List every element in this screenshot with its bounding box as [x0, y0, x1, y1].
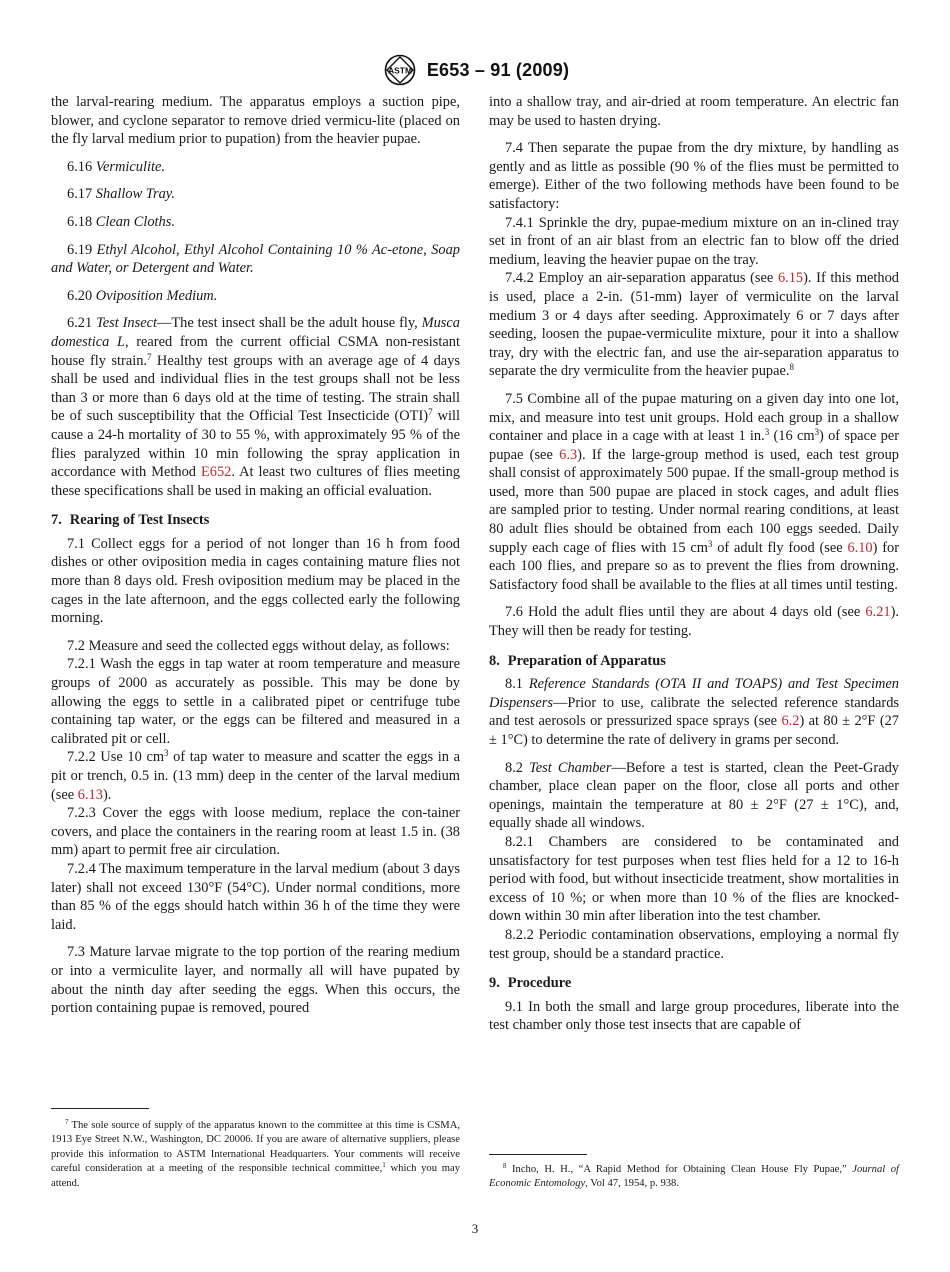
footnote-7: $^7$ The sole source of supply of the apparatus known to the committee at this time is CSMA, 1913 Eye Street N.W., Washington, DC 20006. If you are aware of alternative suppliers, please provide this information to ASTM International Headquarters. Your comments will receive careful consideration at a meeting of the responsible technical committee,$^1$ which you may attend. — [51, 1118, 460, 1189]
astm-logo-text: ASTM — [387, 65, 412, 76]
footnote-ref-8: 8 — [789, 362, 794, 373]
paragraph-7-3: 7.3 Mature larvae migrate to the top portion of the rearing medium or into a vermiculite layer, and normally all will have pupated by about the ninth day after seeding the eggs. When this occurs, the portion containing pupae is removed, poured — [51, 944, 460, 1017]
footnote-ref-7: 7 — [147, 351, 152, 362]
right-column — [489, 93, 899, 1041]
section-9-heading: 9. Procedure — [489, 975, 572, 992]
paragraph-8-2: 8.2 Test Chamber—Before a test is started, clean the Peet-Grady chamber, place clean paper on the floor, close all ports and other openings, maintain the temperature at 80 ± 2°F (27 ± 1°C), and, equally shade all windows. — [489, 759, 899, 832]
paragraph-7-1: 7.1 Collect eggs for a period of not longer than 16 h from food dishes or other oviposition media in cages containing mature flies not more than 8 days old. Fresh oviposition medium may be placed in the cages in the late afternoon, and the eggs collected early the following morning. — [51, 535, 460, 627]
document-designation: E653 – 91 (2009) — [426, 59, 570, 80]
link-6-21[interactable]: 6.21 — [865, 604, 891, 621]
paragraph-6-19: 6.19 Ethyl Alcohol, Ethyl Alcohol Containing 10 % Ac-etone, Soap and Water, or Detergent and Water. — [51, 241, 460, 277]
paragraph-7-2-2: 7.2.2 Use 10 $cm^3$ of tap water to measure and scatter the eggs in a pit or trench, 0.5 in. (13 mm) deep in the center of the larval medium (see 6.13). — [51, 748, 460, 803]
paragraph-7-2-4: 7.2.4 The maximum temperature in the larval medium (about 3 days later) shall not exceed 130°F (54°C). Under normal conditions, more than 85 % of the eggs should hatch within 36 h of the time they were laid. — [51, 860, 460, 933]
paragraph-7-2-3: 7.2.3 Cover the eggs with loose medium, replace the con-tainer covers, and place the containers in the rearing room at least 1.5 in. (38 mm) apart to permit free air circulation. — [51, 805, 460, 859]
paragraph-7-5: 7.5 Combine all of the pupae maturing on a given day into one lot, mix, and measure into test unit groups. Hold each group in a shallow container and place in a cage with at least 1 in.$^3$ (16 $cm^3$) of space per pupae (see 6.3). If the large-group method is used, each test group shall consist of approximately 500 pupae. If the small-group method is used, more than 500 pupae are placed in stock cages, and adult flies are sampled prior to testing. Under normal rearing conditions, at least 80 adult flies should be obtained from each 100 eggs seeded. Daily supply each cage of flies with 15 $cm^3$ of adult fly food (see 6.10) for each 100 flies, and prepare so as to prevent the flies from drowning. Satisfactory food shall be available to the flies at all times until testing. — [489, 390, 900, 593]
link-6-15[interactable]: 6.15 — [777, 270, 804, 287]
footnote-divider-right — [489, 1154, 587, 1155]
page-number: 3 — [471, 1221, 479, 1236]
paragraph-6-16: 6.16 Vermiculite. — [67, 158, 165, 175]
section-8-heading: 8. Preparation of Apparatus — [489, 652, 666, 669]
paragraph-6-20: 6.20 Oviposition Medium. — [67, 287, 218, 304]
paragraph-7-4: 7.4 Then separate the pupae from the dry mixture, by handling as gently and as little as possible (90 % of the flies must be permitted to emerge). Either of the two following methods have been found to be satisfactory: — [489, 140, 899, 212]
left-column — [51, 93, 460, 1024]
paragraph-6-15-continued: the larval-rearing medium. The apparatus employs a suction pipe, blower, and cyclone separator to remove dried vermicu-lite (placed on the fly larval medium prior to pupation) from the heavier pupae. — [51, 94, 460, 148]
footnote-8: $^8$ Incho, H. H., “A Rapid Method for Obtaining Clean House Fly Pupae,” Journal of Economic Entomology, Vol 47, 1954, p. 938. — [489, 1162, 899, 1190]
paragraph-7-4-1: 7.4.1 Sprinkle the dry, pupae-medium mixture on an in-clined tray set in front of an air blast from an electric fan to blow off the dried medium, leaving the heavier pupae on the tray. — [489, 214, 899, 268]
section-7-heading: 7. Rearing of Test Insects — [51, 512, 210, 529]
paragraph-6-17: 6.17 Shallow Tray. — [67, 186, 175, 203]
paragraph-7-6: 7.6 Hold the adult flies until they are about 4 days old (see 6.21). They will then be ready for testing. — [489, 604, 899, 640]
paragraph-7-3-continued: into a shallow tray, and air-dried at room temperature. An electric fan may be used to hasten drying. — [489, 94, 899, 129]
link-e652[interactable]: E652 — [200, 464, 232, 481]
paragraph-7-2: 7.2 Measure and seed the collected eggs without delay, as follows: — [67, 637, 450, 654]
link-6-3[interactable]: 6.3 — [559, 446, 578, 463]
paragraph-6-18: 6.18 Clean Cloths. — [67, 213, 175, 230]
paragraph-9-1: 9.1 In both the small and large group procedures, liberate into the test chamber only those test insects that are capable of — [489, 998, 899, 1034]
footnote-ref-7b: 7 — [428, 407, 433, 418]
link-6-13[interactable]: 6.13 — [77, 786, 103, 803]
astm-logo-icon — [381, 54, 419, 86]
paragraph-8-2-2: 8.2.2 Periodic contamination observations, employing a normal fly test group, should be a standard practice. — [489, 926, 899, 962]
link-6-10[interactable]: 6.10 — [847, 539, 873, 556]
footnote-divider-left — [51, 1108, 149, 1109]
paragraph-7-4-2: 7.4.2 Employ an air-separation apparatus (see 6.15). If this method is used, place a 2-in. (51-mm) layer of vermiculite on the larval medium 3 or 4 days after seeding. Approximately 6 or 7 days after seeding, loosen the pupae-vermiculite mixture, pour it into a shallow tray, dry with the electric fan, and use the air-separation apparatus to separate the dry vermiculite from the heavier pupae.$^8$ — [489, 270, 899, 380]
paragraph-7-2-1: 7.2.1 Wash the eggs in tap water at room temperature and measure groups of 2000 as accurately as possible. This may be done by allowing the eggs to settle in a calibrated pipet or centrifuge tube containing tap water, or the eggs can be filtered and measured in a calibrated pit or cell. — [51, 656, 460, 747]
paragraph-8-2-1: 8.2.1 Chambers are considered to be contaminated and unsatisfactory for test purposes when test flies held for a 12 to 16-h period with food, but without insecticide treatment, show mortalities in excess of 10 %; or when more than 10 % of the flies are knocked-down within 30 min after liberation into the test chamber. — [489, 833, 899, 925]
paragraph-8-1: 8.1 Reference Standards (OTA II and TOAPS) and Test Specimen Dispensers—Prior to use, calibrate the selected reference standards and test aerosols or pressurized space sprays (see 6.2) at 80 ± 2°F (27 ± 1°C) to determine the rate of delivery in grams per second. — [489, 676, 899, 748]
page-header — [0, 54, 950, 86]
paragraph-6-21: 6.21 Test Insect—The test insect shall be the adult house fly, Musca domestica L, reared from the current official CSMA non-resistant house fly strain.$^7$ Healthy test groups with an average age of 4 days shall be used and individual flies in the test groups shall not be less than 3 or more than 6 days old at the time of testing. The strain shall be of such susceptibility that the Official Test Insecticide (OTI)$^7$ will cause a 24-h mortality of 30 to 55 %, with approximately 95 % of the flies paralyzed within 10 min following the spray application in accordance with Method E652. At least two cultures of flies meeting these specifications shall be used in making an official evaluation. — [51, 315, 460, 499]
link-6-2[interactable]: 6.2 — [781, 713, 800, 730]
